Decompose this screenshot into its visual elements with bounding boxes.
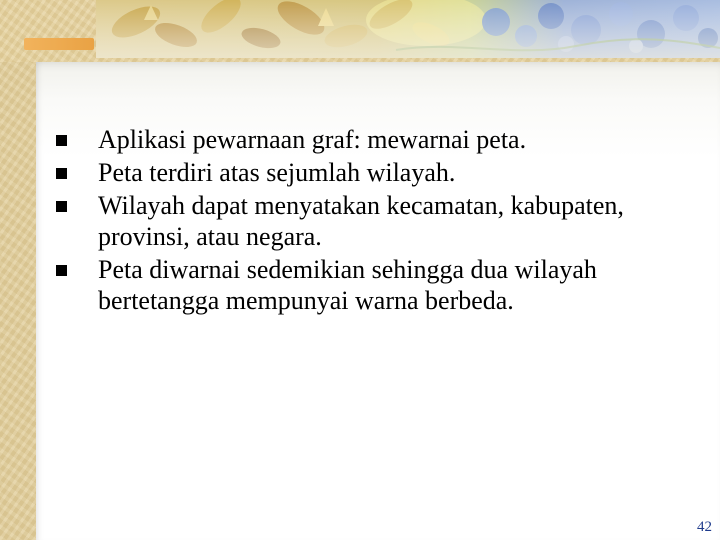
- square-bullet-icon: [56, 135, 67, 146]
- bullet-text: Aplikasi pewarnaan graf: mewarnai peta.: [98, 125, 527, 154]
- bullet-text: Peta terdiri atas sejumlah wilayah.: [98, 158, 456, 187]
- page-number: 42: [697, 519, 712, 535]
- bullet-text: Wilayah dapat menyatakan kecamatan, kabupaten, provinsi, atau negara.: [98, 191, 624, 251]
- parchment-texture-left: [0, 0, 36, 540]
- square-bullet-icon: [56, 201, 67, 212]
- bullet-item: [54, 124, 674, 155]
- bullet-list: [54, 124, 674, 318]
- decorative-banner: [96, 0, 720, 58]
- square-bullet-icon: [56, 265, 67, 276]
- bullet-item: [54, 190, 674, 252]
- bullet-text: Peta diwarnai sedemikian sehingga dua wilayah bertetangga mempunyai warna berbeda.: [98, 255, 597, 315]
- bullet-item: [54, 157, 674, 188]
- bullet-item: [54, 254, 674, 316]
- accent-bar: [24, 38, 94, 50]
- square-bullet-icon: [56, 168, 67, 179]
